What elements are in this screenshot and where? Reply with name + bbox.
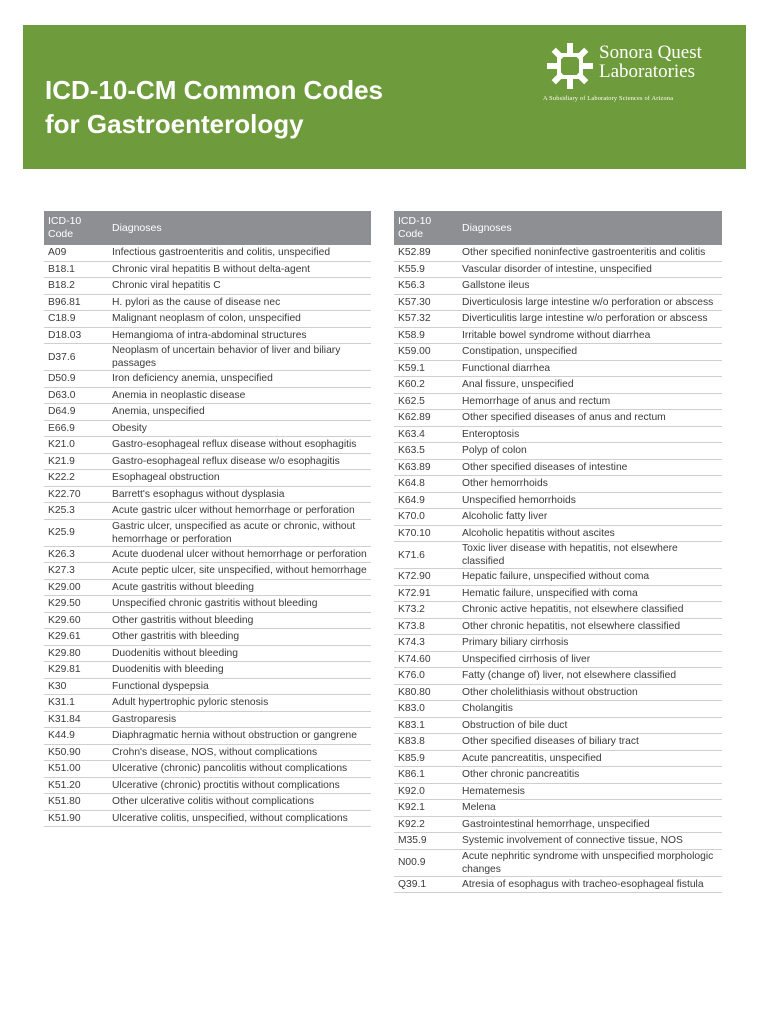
- icd10-code-cell: D18.03: [44, 327, 108, 344]
- icd10-code-cell: K72.91: [394, 585, 458, 602]
- icd10-code-cell: K73.2: [394, 602, 458, 619]
- title-line-1: ICD-10-CM Common Codes: [45, 75, 384, 105]
- diagnosis-cell: Obstruction of bile duct: [458, 717, 722, 734]
- table-row: [44, 327, 371, 344]
- icd10-code-cell: K21.0: [44, 437, 108, 454]
- diagnosis-cell: Other chronic pancreatitis: [458, 767, 722, 784]
- icd10-code-cell: K64.8: [394, 476, 458, 493]
- codes-table-right: [394, 211, 722, 893]
- diagnosis-cell: Other ulcerative colitis without complications: [108, 794, 371, 811]
- icd10-code-cell: K44.9: [44, 728, 108, 745]
- icd10-code-cell: K57.32: [394, 311, 458, 328]
- icd10-code-cell: K26.3: [44, 546, 108, 563]
- table-row: [44, 245, 371, 261]
- icd10-code-cell: K30: [44, 678, 108, 695]
- table-row: [394, 651, 722, 668]
- diagnosis-cell: Fatty (change of) liver, not elsewhere classified: [458, 668, 722, 685]
- table-row: [44, 261, 371, 278]
- icd10-code-cell: B96.81: [44, 294, 108, 311]
- diagnosis-cell: Barrett's esophagus without dysplasia: [108, 486, 371, 503]
- diagnosis-cell: Unspecified cirrhosis of liver: [458, 651, 722, 668]
- diagnosis-cell: Other specified noninfective gastroenteritis and colitis: [458, 245, 722, 261]
- diagnosis-cell: Neoplasm of uncertain behavior of liver and biliary passages: [108, 344, 371, 371]
- icd10-code-cell: K76.0: [394, 668, 458, 685]
- table-row: [44, 387, 371, 404]
- column-header-code: ICD-10 Code: [394, 211, 458, 245]
- icd10-code-cell: K63.4: [394, 426, 458, 443]
- icd10-code-cell: K63.89: [394, 459, 458, 476]
- table-row: [394, 876, 722, 893]
- table-row: [44, 503, 371, 520]
- diagnosis-cell: Melena: [458, 800, 722, 817]
- table-row: [44, 344, 371, 371]
- table-row: [44, 519, 371, 546]
- table-row: [44, 695, 371, 712]
- table-row: [394, 767, 722, 784]
- table-row: [44, 810, 371, 827]
- diagnosis-cell: Anemia in neoplastic disease: [108, 387, 371, 404]
- table-row: [394, 668, 722, 685]
- logo-wordmark: [599, 43, 702, 81]
- table-row: [44, 678, 371, 695]
- table-row: [394, 750, 722, 767]
- icd10-code-cell: B18.2: [44, 278, 108, 295]
- table-row: [394, 849, 722, 876]
- icd10-code-cell: K71.6: [394, 542, 458, 569]
- table-row: [394, 701, 722, 718]
- logo-line-1: Sonora Quest: [599, 42, 702, 63]
- diagnosis-cell: Acute pancreatitis, unspecified: [458, 750, 722, 767]
- table-row: [44, 311, 371, 328]
- icd10-code-cell: K27.3: [44, 563, 108, 580]
- table-row: [44, 794, 371, 811]
- page-title: [45, 73, 383, 141]
- diagnosis-cell: Other gastritis with bleeding: [108, 629, 371, 646]
- icd10-code-cell: Q39.1: [394, 876, 458, 893]
- icd10-code-cell: K58.9: [394, 327, 458, 344]
- codes-table-right-body: [394, 245, 722, 893]
- diagnosis-cell: Obesity: [108, 420, 371, 437]
- table-row: [44, 612, 371, 629]
- diagnosis-cell: Diverticulitis large intestine w/o perforation or abscess: [458, 311, 722, 328]
- icd10-code-cell: K29.00: [44, 579, 108, 596]
- diagnosis-cell: Acute peptic ulcer, site unspecified, without hemorrhage: [108, 563, 371, 580]
- icd10-code-cell: D64.9: [44, 404, 108, 421]
- diagnosis-cell: Unspecified hemorrhoids: [458, 492, 722, 509]
- diagnosis-cell: Crohn's disease, NOS, without complications: [108, 744, 371, 761]
- diagnosis-cell: Vascular disorder of intestine, unspecified: [458, 261, 722, 278]
- table-row: [44, 453, 371, 470]
- table-row: [394, 585, 722, 602]
- icd10-code-cell: K62.5: [394, 393, 458, 410]
- table-row: [394, 569, 722, 586]
- icd10-code-cell: K60.2: [394, 377, 458, 394]
- sonora-quest-sun-icon: [545, 41, 595, 91]
- table-row: [394, 360, 722, 377]
- icd10-code-cell: K70.0: [394, 509, 458, 526]
- icd10-code-cell: K63.5: [394, 443, 458, 460]
- diagnosis-cell: Chronic viral hepatitis C: [108, 278, 371, 295]
- icd10-code-cell: K29.80: [44, 645, 108, 662]
- table-row: [44, 711, 371, 728]
- diagnosis-cell: Irritable bowel syndrome without diarrhea: [458, 327, 722, 344]
- icd10-code-cell: K92.0: [394, 783, 458, 800]
- table-header-row: [44, 211, 371, 245]
- icd10-code-cell: K62.89: [394, 410, 458, 427]
- icd10-code-cell: N00.9: [394, 849, 458, 876]
- icd10-code-cell: K51.00: [44, 761, 108, 778]
- table-row: [394, 294, 722, 311]
- diagnosis-cell: Alcoholic hepatitis without ascites: [458, 525, 722, 542]
- icd10-code-cell: K25.9: [44, 519, 108, 546]
- icd10-code-cell: C18.9: [44, 311, 108, 328]
- icd10-code-cell: K25.3: [44, 503, 108, 520]
- icd10-code-cell: K83.0: [394, 701, 458, 718]
- table-row: [394, 684, 722, 701]
- table-row: [44, 579, 371, 596]
- table-row: [44, 404, 371, 421]
- icd10-code-cell: K70.10: [394, 525, 458, 542]
- diagnosis-cell: Hematemesis: [458, 783, 722, 800]
- diagnosis-cell: Acute duodenal ulcer without hemorrhage or perforation: [108, 546, 371, 563]
- diagnosis-cell: Gastro-esophageal reflux disease without esophagitis: [108, 437, 371, 454]
- diagnosis-cell: Other specified diseases of biliary tract: [458, 734, 722, 751]
- table-row: [394, 393, 722, 410]
- table-row: [394, 459, 722, 476]
- icd10-code-cell: D50.9: [44, 371, 108, 388]
- diagnosis-cell: Gastrointestinal hemorrhage, unspecified: [458, 816, 722, 833]
- icd10-code-cell: K64.9: [394, 492, 458, 509]
- table-row: [394, 509, 722, 526]
- table-row: [394, 542, 722, 569]
- table-row: [394, 525, 722, 542]
- header-banner: [23, 25, 746, 169]
- diagnosis-cell: Hepatic failure, unspecified without coma: [458, 569, 722, 586]
- icd10-code-cell: K85.9: [394, 750, 458, 767]
- diagnosis-cell: Acute gastritis without bleeding: [108, 579, 371, 596]
- diagnosis-cell: Ulcerative colitis, unspecified, without complications: [108, 810, 371, 827]
- icd10-code-cell: M35.9: [394, 833, 458, 850]
- icd10-code-cell: K59.1: [394, 360, 458, 377]
- diagnosis-cell: Acute gastric ulcer without hemorrhage or perforation: [108, 503, 371, 520]
- table-row: [44, 777, 371, 794]
- icd10-code-cell: K50.90: [44, 744, 108, 761]
- diagnosis-cell: Other specified diseases of intestine: [458, 459, 722, 476]
- icd10-code-cell: K29.50: [44, 596, 108, 613]
- table-row: [394, 816, 722, 833]
- diagnosis-cell: Gastroparesis: [108, 711, 371, 728]
- diagnosis-cell: Esophageal obstruction: [108, 470, 371, 487]
- table-row: [394, 410, 722, 427]
- table-row: [44, 662, 371, 679]
- diagnosis-cell: Duodenitis with bleeding: [108, 662, 371, 679]
- diagnosis-cell: Systemic involvement of connective tissue, NOS: [458, 833, 722, 850]
- icd10-code-cell: K74.60: [394, 651, 458, 668]
- icd10-code-cell: K80.80: [394, 684, 458, 701]
- diagnosis-cell: Toxic liver disease with hepatitis, not elsewhere classified: [458, 542, 722, 569]
- table-row: [394, 327, 722, 344]
- icd10-code-cell: K52.89: [394, 245, 458, 261]
- table-row: [394, 245, 722, 261]
- diagnosis-cell: Functional diarrhea: [458, 360, 722, 377]
- column-header-code: ICD-10 Code: [44, 211, 108, 245]
- icd10-code-cell: K22.2: [44, 470, 108, 487]
- table-row: [44, 761, 371, 778]
- table-row: [394, 311, 722, 328]
- diagnosis-cell: Ulcerative (chronic) pancolitis without complications: [108, 761, 371, 778]
- table-header-row: [394, 211, 722, 245]
- icd10-code-cell: K92.2: [394, 816, 458, 833]
- codes-table-left-body: [44, 245, 371, 827]
- table-row: [394, 800, 722, 817]
- icd10-code-cell: K31.84: [44, 711, 108, 728]
- table-row: [44, 563, 371, 580]
- table-row: [394, 717, 722, 734]
- diagnosis-cell: Diverticulosis large intestine w/o perforation or abscess: [458, 294, 722, 311]
- table-row: [44, 437, 371, 454]
- diagnosis-cell: Iron deficiency anemia, unspecified: [108, 371, 371, 388]
- table-row: [44, 546, 371, 563]
- title-line-2: for Gastroenterology: [45, 109, 304, 139]
- diagnosis-cell: Other specified diseases of anus and rectum: [458, 410, 722, 427]
- icd10-code-cell: K51.90: [44, 810, 108, 827]
- diagnosis-cell: Hematic failure, unspecified with coma: [458, 585, 722, 602]
- icd10-code-cell: K83.1: [394, 717, 458, 734]
- table-row: [394, 783, 722, 800]
- diagnosis-cell: Unspecified chronic gastritis without bleeding: [108, 596, 371, 613]
- diagnosis-cell: Gastro-esophageal reflux disease w/o esophagitis: [108, 453, 371, 470]
- diagnosis-cell: Other hemorrhoids: [458, 476, 722, 493]
- icd10-code-cell: K51.20: [44, 777, 108, 794]
- diagnosis-cell: Other gastritis without bleeding: [108, 612, 371, 629]
- icd10-code-cell: K56.3: [394, 278, 458, 295]
- diagnosis-cell: Chronic active hepatitis, not elsewhere classified: [458, 602, 722, 619]
- diagnosis-cell: Chronic viral hepatitis B without delta-agent: [108, 261, 371, 278]
- codes-table-left: [44, 211, 371, 827]
- table-row: [394, 426, 722, 443]
- icd10-code-cell: K59.00: [394, 344, 458, 361]
- table-row: [394, 443, 722, 460]
- icd10-code-cell: A09: [44, 245, 108, 261]
- table-row: [44, 278, 371, 295]
- icd10-code-cell: K55.9: [394, 261, 458, 278]
- icd10-code-cell: K92.1: [394, 800, 458, 817]
- icd10-code-cell: D37.6: [44, 344, 108, 371]
- diagnosis-cell: Alcoholic fatty liver: [458, 509, 722, 526]
- icd10-code-cell: K21.9: [44, 453, 108, 470]
- diagnosis-cell: Duodenitis without bleeding: [108, 645, 371, 662]
- table-row: [394, 635, 722, 652]
- diagnosis-cell: Anal fissure, unspecified: [458, 377, 722, 394]
- icd10-code-cell: E66.9: [44, 420, 108, 437]
- icd10-code-cell: D63.0: [44, 387, 108, 404]
- diagnosis-cell: Primary biliary cirrhosis: [458, 635, 722, 652]
- icd10-code-cell: K83.8: [394, 734, 458, 751]
- icd10-code-cell: K51.80: [44, 794, 108, 811]
- column-header-diagnoses: Diagnoses: [458, 211, 722, 245]
- table-row: [394, 344, 722, 361]
- table-row: [44, 371, 371, 388]
- table-row: [394, 833, 722, 850]
- icd10-code-cell: K29.81: [44, 662, 108, 679]
- icd10-code-cell: K73.8: [394, 618, 458, 635]
- logo-line-2: Laboratories: [599, 61, 696, 82]
- diagnosis-cell: Other cholelithiasis without obstruction: [458, 684, 722, 701]
- table-row: [44, 744, 371, 761]
- diagnosis-cell: Polyp of colon: [458, 443, 722, 460]
- table-row: [394, 618, 722, 635]
- diagnosis-cell: Anemia, unspecified: [108, 404, 371, 421]
- icd10-code-cell: K31.1: [44, 695, 108, 712]
- icd10-code-cell: K22.70: [44, 486, 108, 503]
- diagnosis-cell: Adult hypertrophic pyloric stenosis: [108, 695, 371, 712]
- icd10-code-cell: B18.1: [44, 261, 108, 278]
- logo-tagline: A Subsidiary of Laboratory Sciences of Arizona: [543, 95, 674, 102]
- icd10-code-cell: K29.60: [44, 612, 108, 629]
- sonora-quest-logo: [543, 39, 743, 119]
- column-header-diagnoses: Diagnoses: [108, 211, 371, 245]
- icd10-code-cell: K74.3: [394, 635, 458, 652]
- diagnosis-cell: Malignant neoplasm of colon, unspecified: [108, 311, 371, 328]
- table-row: [44, 728, 371, 745]
- diagnosis-cell: Functional dyspepsia: [108, 678, 371, 695]
- icd10-code-cell: K86.1: [394, 767, 458, 784]
- table-row: [44, 470, 371, 487]
- table-row: [44, 486, 371, 503]
- diagnosis-cell: H. pylori as the cause of disease nec: [108, 294, 371, 311]
- table-row: [394, 261, 722, 278]
- table-row: [394, 476, 722, 493]
- diagnosis-cell: Hemangioma of intra-abdominal structures: [108, 327, 371, 344]
- diagnosis-cell: Infectious gastroenteritis and colitis, unspecified: [108, 245, 371, 261]
- diagnosis-cell: Other chronic hepatitis, not elsewhere classified: [458, 618, 722, 635]
- table-row: [394, 492, 722, 509]
- diagnosis-cell: Cholangitis: [458, 701, 722, 718]
- icd10-code-cell: K72.90: [394, 569, 458, 586]
- table-row: [394, 734, 722, 751]
- diagnosis-cell: Gastric ulcer, unspecified as acute or chronic, without hemorrhage or perforation: [108, 519, 371, 546]
- table-row: [44, 596, 371, 613]
- table-row: [394, 602, 722, 619]
- icd10-code-cell: K57.30: [394, 294, 458, 311]
- diagnosis-cell: Acute nephritic syndrome with unspecified morphologic changes: [458, 849, 722, 876]
- diagnosis-cell: Ulcerative (chronic) proctitis without complications: [108, 777, 371, 794]
- table-row: [44, 420, 371, 437]
- table-row: [44, 294, 371, 311]
- diagnosis-cell: Enteroptosis: [458, 426, 722, 443]
- table-row: [394, 278, 722, 295]
- icd10-code-cell: K29.61: [44, 629, 108, 646]
- diagnosis-cell: Hemorrhage of anus and rectum: [458, 393, 722, 410]
- diagnosis-cell: Atresia of esophagus with tracheo-esophageal fistula: [458, 876, 722, 893]
- table-row: [44, 629, 371, 646]
- diagnosis-cell: Constipation, unspecified: [458, 344, 722, 361]
- table-row: [44, 645, 371, 662]
- diagnosis-cell: Gallstone ileus: [458, 278, 722, 295]
- table-row: [394, 377, 722, 394]
- diagnosis-cell: Diaphragmatic hernia without obstruction or gangrene: [108, 728, 371, 745]
